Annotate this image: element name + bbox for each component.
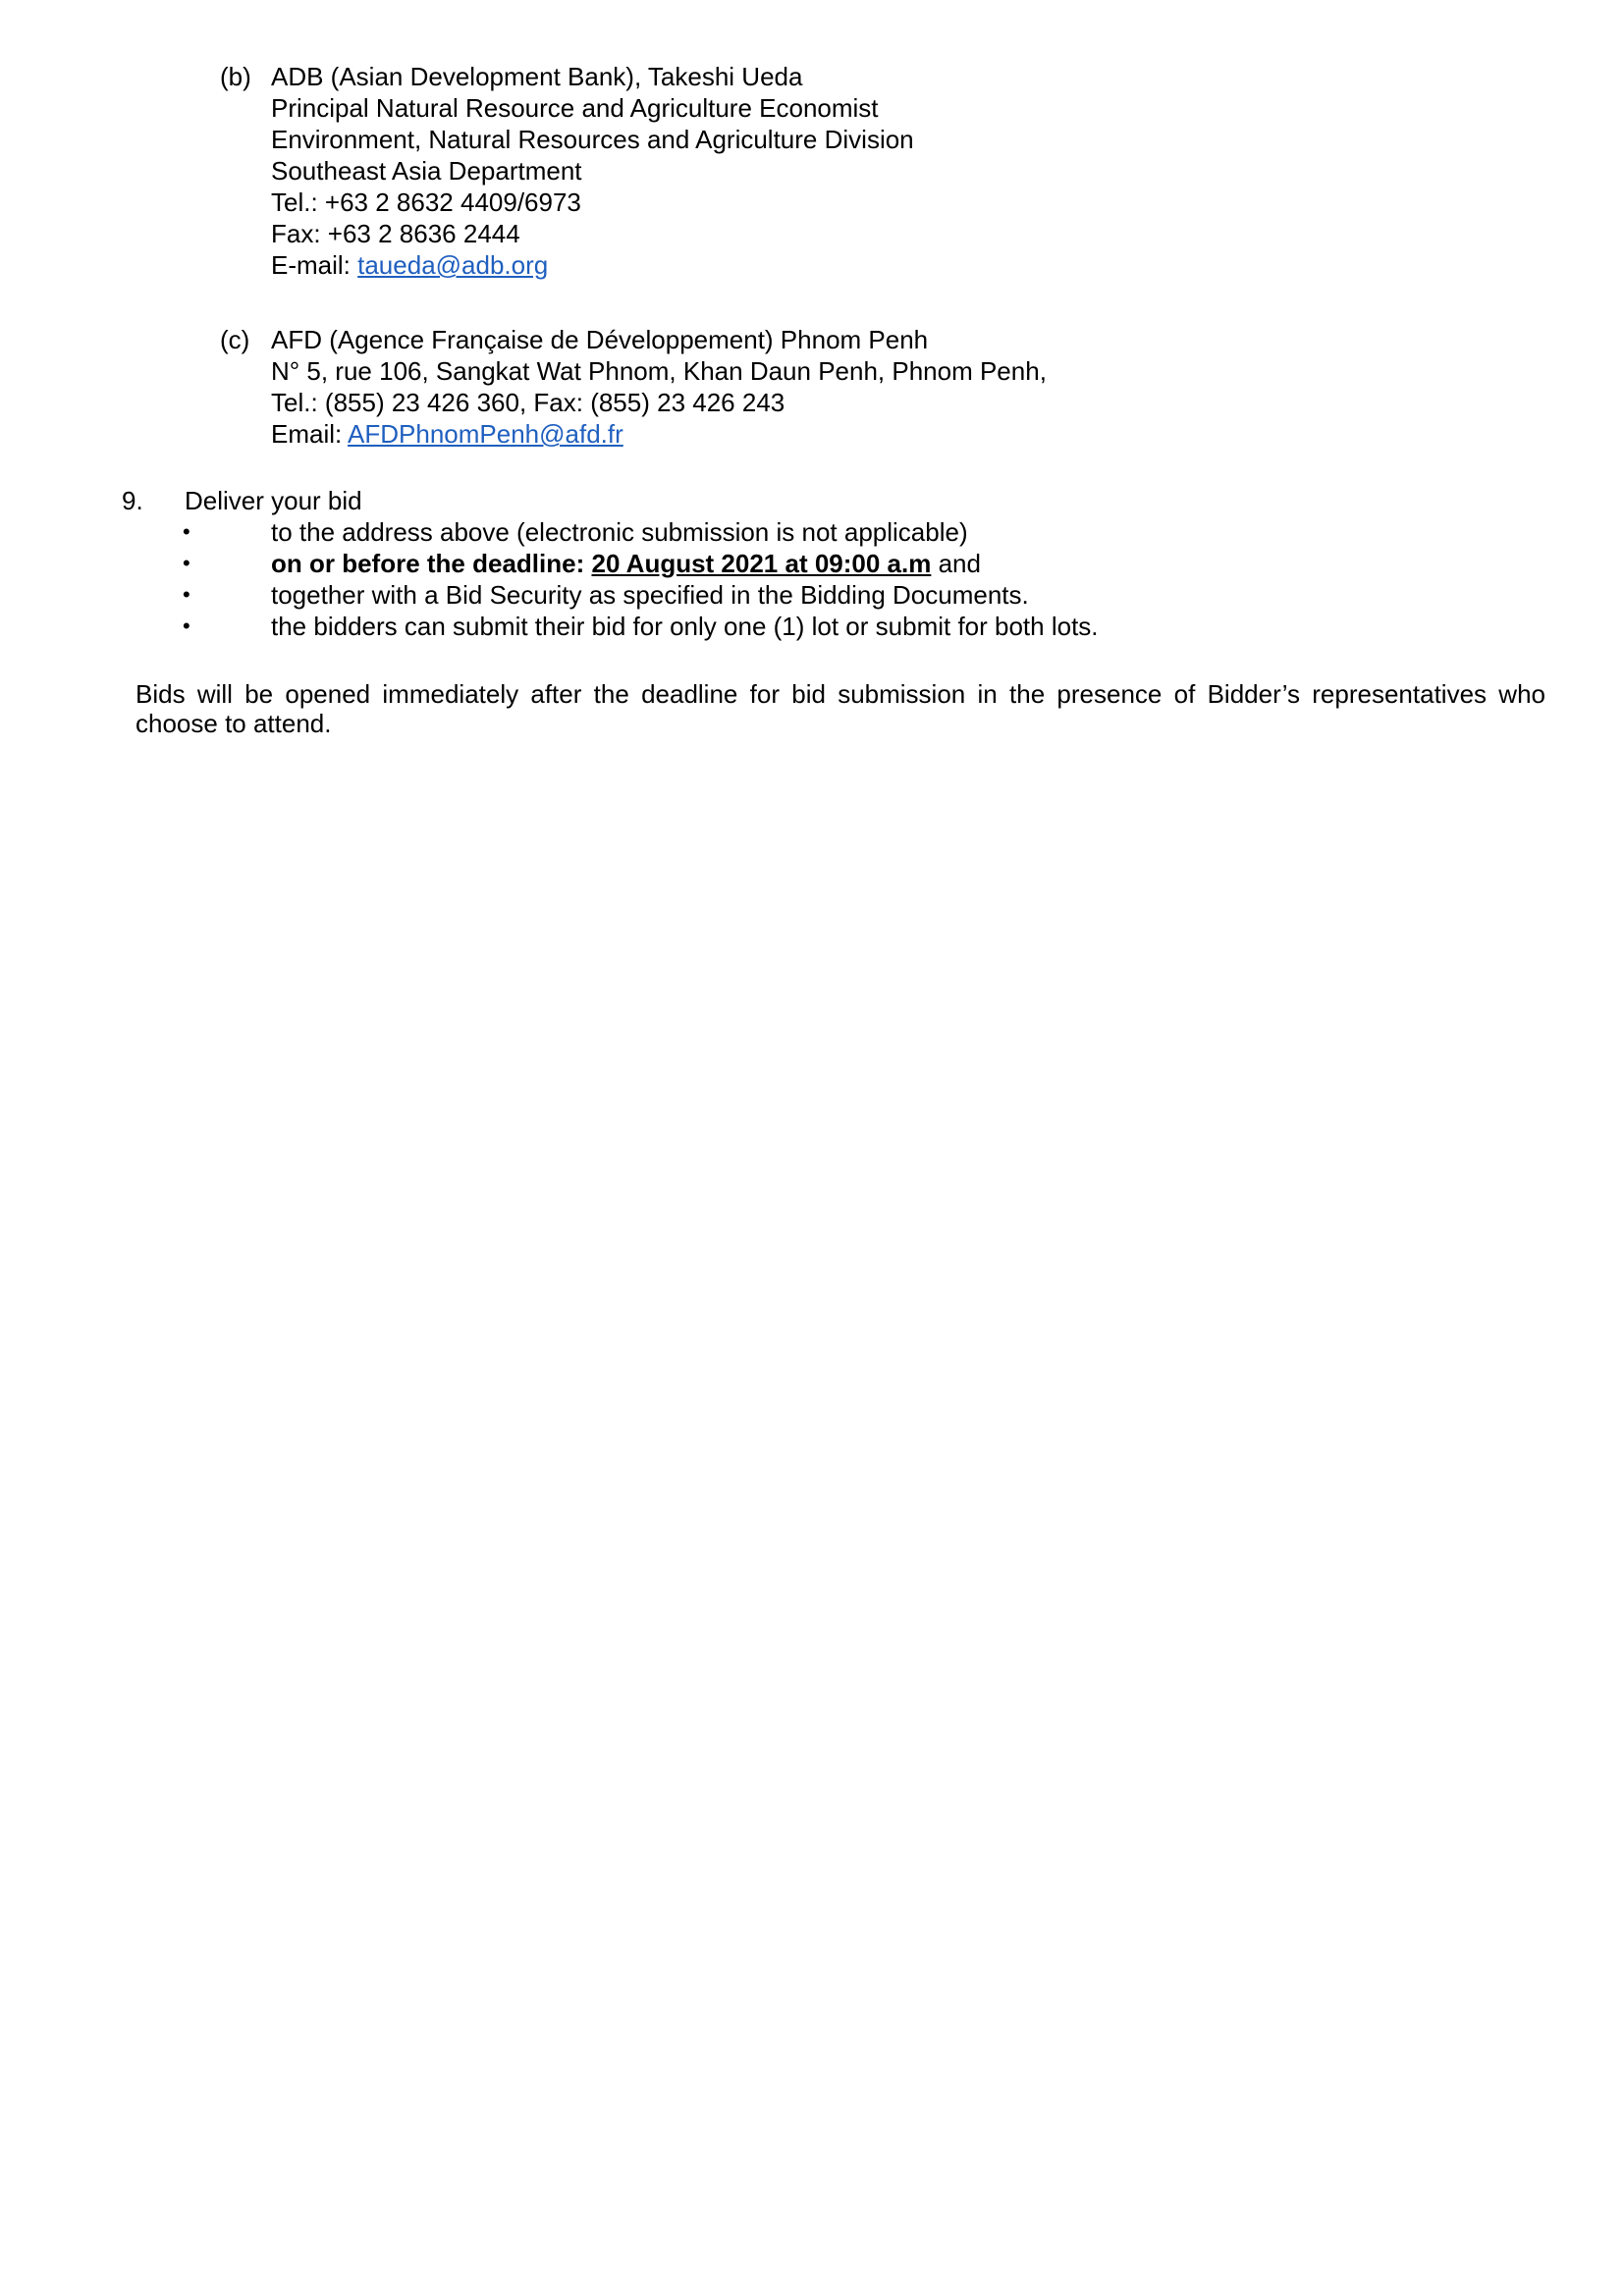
afd-email-label: Email:: [271, 419, 349, 449]
deadline-tail: and: [931, 549, 981, 578]
bullet-text-deadline: [271, 548, 981, 579]
bullet-item: [183, 516, 1361, 548]
bullet-text: together with a Bid Security as specified in the Bidding Documents.: [271, 580, 1029, 610]
adb-email-link[interactable]: taueda@adb.org: [357, 250, 549, 280]
bullet-item: [183, 611, 1361, 642]
adb-line-4: Southeast Asia Department: [271, 156, 582, 186]
deadline-label: on or before the deadline:: [271, 549, 592, 578]
bullet-icon: •: [183, 582, 190, 607]
bullet-icon: •: [183, 551, 190, 575]
closing-paragraph: Bids will be opened immediately after the deadline for bid submission in the presence of Bidder’s representatives who choose to attend.: [135, 679, 1545, 738]
item-9-heading: Deliver your bid: [185, 486, 362, 515]
adb-email-line: [271, 249, 914, 281]
adb-line-1: ADB (Asian Development Bank), Takeshi Ueda: [271, 62, 803, 91]
adb-fax: Fax: +63 2 8636 2444: [271, 219, 520, 248]
bullet-item: [183, 579, 1361, 611]
bullet-icon: •: [183, 519, 190, 544]
section-c-marker: (c): [220, 325, 250, 354]
bullet-text: the bidders can submit their bid for only one (1) lot or submit for both lots.: [271, 612, 1099, 641]
contact-adb-body: [271, 61, 914, 281]
adb-line-2: Principal Natural Resource and Agriculture Economist: [271, 93, 879, 123]
bullet-icon: •: [183, 614, 190, 638]
afd-tel-fax: Tel.: (855) 23 426 360, Fax: (855) 23 426 243: [271, 388, 785, 417]
adb-email-label: E-mail:: [271, 250, 358, 280]
bullet-text: to the address above (electronic submission is not applicable): [271, 517, 968, 547]
adb-line-3: Environment, Natural Resources and Agriculture Division: [271, 125, 914, 154]
afd-email-line: [271, 418, 1047, 450]
afd-email-link[interactable]: AFDPhnomPenh@afd.fr: [348, 419, 623, 449]
contact-afd-body: [271, 324, 1047, 450]
afd-line-1: AFD (Agence Française de Développement) Phnom Penh: [271, 325, 929, 354]
section-b-marker: (b): [220, 62, 251, 91]
deadline-date: 20 August 2021 at 09:00 a.m: [591, 549, 932, 578]
bullet-item: [183, 548, 1361, 579]
adb-tel: Tel.: +63 2 8632 4409/6973: [271, 187, 581, 217]
item-9-number: 9.: [122, 486, 143, 515]
afd-address: N° 5, rue 106, Sangkat Wat Phnom, Khan Daun Penh, Phnom Penh,: [271, 356, 1047, 386]
bullet-list: [183, 516, 1361, 642]
